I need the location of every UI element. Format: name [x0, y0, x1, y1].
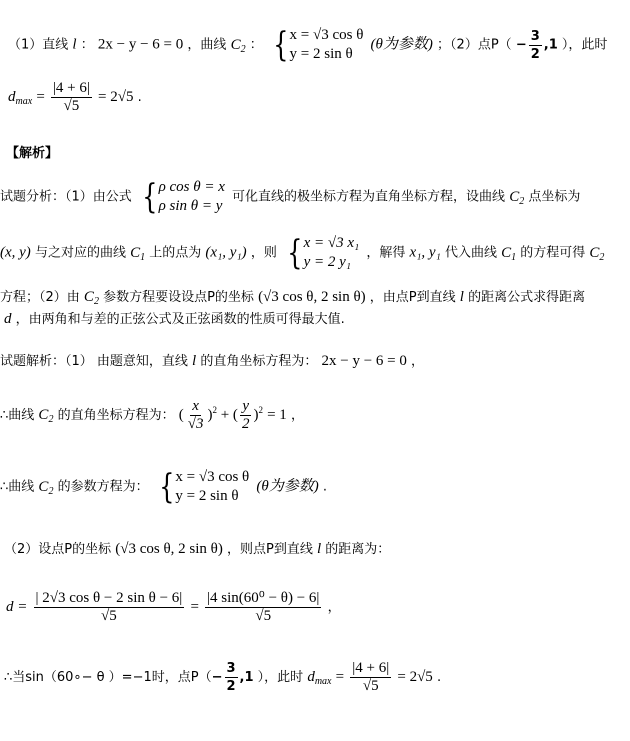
solution-line-1: 试题解析：（1） 由题意知，直线 l 的直角坐标方程为： 2x − y − 6 = 0 ，: [0, 353, 425, 369]
analysis-line-1: 试题分析：（1）由公式 { ρ cos θ = x ρ sin θ = y 可化直线的极坐标方程为直角坐标方程，设曲线 $C_2$ 点坐标为: [0, 177, 581, 217]
distance-fraction-1: $\frac{\text{| 2√3 cos θ − 2 sin θ − 6|}}{√5}$: [35, 590, 183, 624]
point-fraction-final: $\frac{3}{2}$: [226, 661, 236, 694]
solution-line-2: ∴曲线 $C_2$ 的直角坐标方程为： ( $\frac{x}{√3}$ )$^2$ + ( $\frac{y}{2}$ )$^2$ = 1 ，: [0, 398, 304, 432]
point-close: ），此时: [561, 37, 608, 53]
curve-label: ，曲线: [187, 37, 227, 53]
period: .: [137, 90, 142, 105]
dmax-fraction-final: $\frac{|4 + 6|}{√5}$: [352, 660, 390, 694]
dmax-value: = 2√5: [98, 89, 134, 105]
colon: ：: [249, 37, 263, 53]
left-brace: {: [273, 25, 289, 65]
dmax-fraction: $\frac{|4 + 6|}{√5}$: [52, 80, 90, 114]
answer-line-2: $d_{max}$ = $\frac{|4 + 6|}{√5}$ = 2√5 .: [8, 80, 142, 114]
dmax-variable: $d_{max}$: [8, 89, 33, 107]
line-variable: l: [72, 36, 77, 53]
y-over-2: $\frac{y}{2}$: [241, 398, 250, 432]
transform-system: { x = √3 x₁ y = 2 y₁: [287, 233, 360, 273]
analysis-line-3: 方程；（2）由 $C_2$ 参数方程要设设点P的坐标 (√3 cos θ, 2 sin θ) ，由点P到直线 l 的距离公式求得距离: [0, 289, 586, 307]
colon: ：: [80, 37, 94, 53]
parametric-system: { x = √3 cos θ y = 2 sin θ: [158, 467, 250, 507]
solution-line-5: d = $\frac{\text{| 2√3 cos θ − 2 sin θ − 6|}}{√5}$ = $\frac{\text{|4 sin(60⁰ − θ) − 6|}}{√5}$ ，: [6, 590, 341, 624]
system-row-x: x = √3 cos θ: [289, 27, 364, 43]
solution-line-4: （2）设点P的坐标 (√3 cos θ, 2 sin θ) ，则点P到直线 l 的距离为：: [4, 541, 391, 557]
system-row-y: y = 2 sin θ: [289, 46, 353, 62]
analysis-heading: 【解析】: [6, 146, 59, 161]
solution-line-6: ∴当sin（60∘− θ ）=−1时，点P（− $\frac{3}{2}$ ,1 ），此时 $d_{max}$ = $\frac{|4 + 6|}{√5}$ = 2√5 .: [4, 660, 442, 694]
curve-c1: $C_1$: [130, 244, 146, 263]
point-rest: ,1: [543, 37, 558, 53]
part2-label: ；（2）点P（: [437, 37, 512, 53]
solution-line-3: ∴曲线 $C_2$ 的参数方程为： { x = √3 cos θ y = 2 sin θ (θ为参数) .: [0, 467, 328, 507]
x-over-sqrt3: $\frac{x}{√3}$: [187, 398, 204, 432]
analysis-line-4: d ，由两角和与差的正弦公式及正弦函数的性质可得最大值.: [4, 311, 345, 327]
part1-label: （1）直线: [8, 37, 69, 53]
curve-c2: $C_2$: [509, 188, 525, 207]
curve-variable: $C_2$: [230, 36, 246, 55]
point-fraction: $\frac{3}{2}$: [530, 28, 540, 62]
answer-line-1: [8, 26, 607, 64]
point-negative-sign: −: [515, 37, 527, 53]
analysis-line-2: (x, y) 与之对应的曲线 $C_1$ 上的点为 (x₁, y₁) ，则 { x = √3 x₁ y = 2 y₁ ，解得 x₁, y₁ 代入曲线 $C_1$ 的方程可得 $C_2$: [0, 233, 605, 273]
curve-parametric-system: [270, 26, 364, 64]
parameter-note: (θ为参数): [370, 36, 433, 53]
polar-formula-system: { ρ cos θ = x ρ sin θ = y: [142, 177, 225, 217]
line-equation: 2x − y − 6 = 0: [97, 36, 184, 53]
distance-fraction-2: $\frac{\text{|4 sin(60⁰ − θ) − 6|}}{√5}$: [207, 590, 320, 624]
